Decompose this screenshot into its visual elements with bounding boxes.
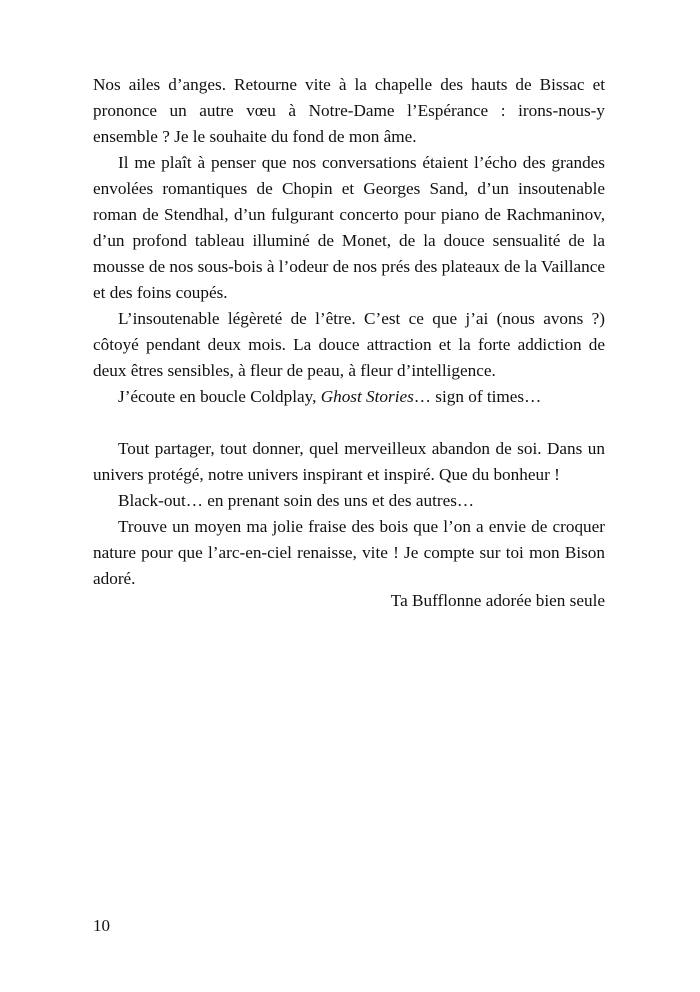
album-title: Ghost Stories: [320, 387, 414, 406]
paragraph-1: Nos ailes d’anges. Retourne vite à la chapelle des hauts de Bissac et prononce un autre vœu à Notre-Dame l’Espérance : irons-nous-y ensemble ? Je le souhaite du fond de mon âme.: [93, 75, 605, 146]
paragraph-2: Il me plaît à penser que nos conversations étaient l’écho des grandes envolées romantiques de Chopin et Georges Sand, d’un insoutenable roman de Stendhal, d’un fulgurant concerto pour piano de Rachmaninov, d’un profond tableau illuminé de Monet, de la douce sensualité de la mousse de nos sous-bois à l’odeur de nos prés des plateaux de la Vaillance et des foins coupés.: [93, 153, 605, 302]
paragraph-4: [93, 384, 605, 410]
paragraph-6: Black-out… en prenant soin des uns et des autres…: [118, 491, 475, 510]
page-number: 10: [93, 916, 110, 935]
paragraph-5: Tout partager, tout donner, quel merveilleux abandon de soi. Dans un univers protégé, notre univers inspirant et inspiré. Que du bonheur !: [93, 439, 605, 484]
paragraph-4-suffix: … sign of times…: [413, 387, 542, 406]
paragraph-7: Trouve un moyen ma jolie fraise des bois que l’on a envie de croquer nature pour que l’arc-en-ciel renaisse, vite ! Je compte sur toi mon Bison adoré.: [93, 517, 605, 588]
paragraph-3: L’insoutenable légèreté de l’être. C’est ce que j’ai (nous avons ?) côtoyé pendant deux mois. La douce attraction et la forte addiction de deux êtres sensibles, à fleur de peau, à fleur d’intelligence.: [93, 309, 605, 380]
body-text: [93, 72, 605, 592]
paragraph-4-prefix: J’écoute en boucle Coldplay,: [118, 387, 321, 406]
letter-signature: Ta Bufflonne adorée bien seule: [390, 591, 605, 610]
